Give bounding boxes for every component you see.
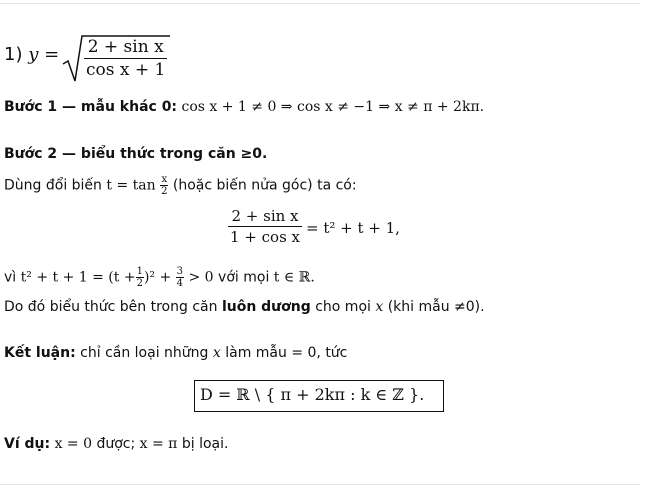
vi-text: vì bbox=[4, 269, 17, 286]
example-c: x = π bbox=[139, 436, 178, 452]
top-divider bbox=[0, 3, 640, 4]
step2-label: Bước 2 — biểu thức trong căn ≥0. bbox=[4, 146, 268, 162]
domain-formula: D = ℝ \ { π + 2kπ : k ∈ ℤ }. bbox=[200, 385, 425, 404]
example-label: Ví dụ: bbox=[4, 436, 51, 452]
conclusion-label: Kết luận: bbox=[4, 345, 76, 361]
conclusion-text-a: chỉ cần loại những bbox=[80, 345, 209, 361]
fraction-three-quarters-den: 4 bbox=[176, 278, 184, 289]
half-angle-numerator: x bbox=[161, 174, 168, 185]
t-equals-tan: t = tan bbox=[106, 177, 156, 194]
inequality-part-c: > 0 bbox=[188, 269, 214, 286]
inequality-text: với mọi bbox=[218, 269, 270, 286]
fraction-three-quarters bbox=[176, 266, 184, 289]
conclusion-line bbox=[4, 344, 347, 362]
fraction-one-half-num: 1 bbox=[136, 266, 143, 277]
equals-sign: = bbox=[44, 44, 60, 65]
header-fraction bbox=[84, 36, 167, 81]
problem-index: 1) bbox=[4, 44, 23, 65]
conclusion-x: x bbox=[212, 345, 221, 361]
positivity-text-a: Do đó biểu thức bên trong căn bbox=[4, 299, 218, 315]
step2-heading bbox=[4, 145, 267, 163]
positivity-line bbox=[4, 298, 485, 316]
half-angle-denominator: 2 bbox=[161, 186, 168, 197]
display-rhs: = t² + t + 1, bbox=[306, 219, 400, 237]
bottom-divider bbox=[0, 484, 640, 485]
half-angle-fraction bbox=[160, 174, 168, 197]
display-numerator: 2 + sin x bbox=[228, 206, 302, 227]
positivity-emphasis: luôn dương bbox=[221, 299, 311, 315]
inequality-line bbox=[4, 266, 315, 289]
substitution-text: Dùng đổi biến bbox=[4, 177, 102, 194]
display-denominator: 1 + cos x bbox=[230, 228, 301, 246]
positivity-text-c: cho mọi bbox=[315, 299, 371, 315]
conclusion-text-b: làm mẫu = 0, tức bbox=[225, 345, 348, 361]
fraction-three-quarters-num: 3 bbox=[176, 266, 184, 277]
fraction-one-half bbox=[136, 266, 144, 289]
inequality-part-a: t² + t + 1 = (t + bbox=[20, 269, 136, 286]
y-variable: y bbox=[28, 44, 39, 65]
step1-label: Bước 1 — mẫu khác 0: bbox=[4, 99, 178, 115]
inequality-part-b: )² + bbox=[143, 269, 172, 286]
inequality-t: t ∈ ℝ. bbox=[273, 269, 315, 286]
example-b: được; bbox=[96, 436, 136, 452]
example-line bbox=[4, 435, 228, 453]
example-a: x = 0 bbox=[54, 436, 92, 452]
step1-line bbox=[4, 98, 484, 116]
step2-substitution-line bbox=[4, 174, 357, 197]
problem-header bbox=[4, 44, 59, 66]
fraction-one-half-den: 2 bbox=[136, 278, 143, 289]
positivity-text-d: (khi mẫu ≠0). bbox=[387, 299, 485, 315]
substitution-text-2: (hoặc biến nửa góc) ta có: bbox=[172, 177, 357, 194]
header-fraction-denominator: cos x + 1 bbox=[86, 60, 166, 80]
positivity-x: x bbox=[375, 299, 384, 315]
example-d: bị loại. bbox=[181, 436, 229, 452]
display-fraction bbox=[228, 206, 302, 247]
step1-math: cos x + 1 ≠ 0 ⇒ cos x ≠ −1 ⇒ x ≠ π + 2kπ. bbox=[181, 99, 485, 115]
header-fraction-numerator: 2 + sin x bbox=[84, 36, 167, 59]
